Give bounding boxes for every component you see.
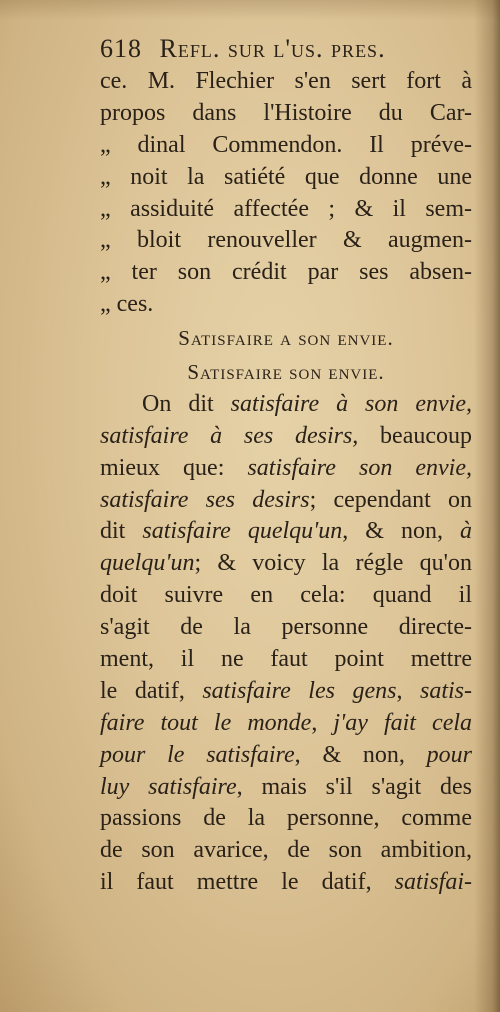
text-run: propos dans l'Histoire du Car-	[100, 99, 472, 126]
section-heading	[100, 357, 472, 389]
line-content	[187, 357, 384, 389]
text-line	[100, 644, 472, 676]
text-run: s'agit de la personne directe-	[100, 614, 472, 641]
line-content	[100, 130, 472, 162]
line-content	[142, 389, 472, 421]
text-line	[100, 772, 472, 804]
text-line	[100, 389, 472, 421]
line-content	[100, 98, 472, 130]
italic-phrase: satisfaire quelqu'un	[142, 518, 343, 545]
page-edge-shadow	[474, 0, 500, 1012]
line-content	[100, 835, 472, 867]
text-line	[100, 485, 472, 517]
text-run: On dit	[142, 390, 231, 417]
line-content	[100, 257, 472, 289]
text-line	[100, 130, 472, 162]
line-content	[100, 803, 472, 835]
italic-phrase: satisfai-	[394, 869, 472, 896]
italic-phrase: luy satisfaire	[100, 773, 237, 800]
text-run: ,	[311, 709, 334, 736]
line-content	[100, 548, 472, 580]
line-content	[100, 485, 472, 517]
text-run: „ bloit renouveller & augmen-	[100, 227, 472, 254]
italic-phrase: quelqu'un	[100, 550, 195, 577]
text-run: ; cependant on	[309, 486, 472, 513]
text-line	[100, 867, 472, 899]
italic-phrase: satisfaire ses desirs	[100, 486, 310, 513]
running-header	[100, 32, 480, 66]
text-line	[100, 612, 472, 644]
text-run: „ ces.	[100, 291, 154, 318]
text-run: beaucoup	[358, 422, 472, 449]
text-run: , mais s'il s'agit des	[236, 773, 472, 800]
text-run: ment, il ne faut point mettre	[100, 646, 472, 673]
line-content	[100, 867, 472, 899]
text-run: „ assiduité affectée ; & il sem-	[100, 195, 472, 222]
text-line	[100, 225, 472, 257]
text-line	[100, 580, 472, 612]
italic-phrase: satisfaire les gens	[202, 677, 397, 704]
text-line	[100, 548, 472, 580]
line-content	[100, 612, 472, 644]
line-content	[100, 676, 472, 708]
text-line	[100, 421, 472, 453]
italic-phrase: j'ay fait cela	[333, 709, 473, 736]
page-top-shadow	[0, 0, 500, 20]
text-run: Satisfaire son envie.	[187, 360, 385, 385]
text-run: , & non,	[294, 741, 427, 768]
italic-phrase: satisfaire à son envie,	[230, 390, 473, 417]
line-content	[100, 644, 472, 676]
line-content	[100, 289, 153, 321]
text-line	[100, 257, 472, 289]
text-run: „ noit la satiété que donne une	[100, 163, 472, 190]
italic-phrase: à	[460, 518, 472, 545]
text-run: ,	[396, 677, 420, 704]
text-line	[100, 162, 472, 194]
italic-phrase: pour	[426, 741, 472, 768]
text-line	[100, 66, 472, 98]
text-line	[100, 803, 472, 835]
line-content	[100, 453, 472, 485]
text-run: doit suivre en cela: quand il	[100, 582, 472, 609]
section-heading	[100, 323, 472, 355]
line-content	[178, 323, 393, 355]
line-content	[100, 162, 472, 194]
text-run: dit	[100, 518, 143, 545]
text-line	[100, 289, 472, 321]
text-run: passions de la personne, comme	[100, 805, 472, 832]
line-content	[100, 580, 472, 612]
page-number: 618	[100, 34, 142, 63]
italic-phrase: satisfaire à ses desirs,	[100, 422, 359, 449]
text-line	[100, 835, 472, 867]
line-content	[100, 740, 472, 772]
body-text	[100, 66, 472, 899]
text-run: , & non,	[342, 518, 460, 545]
italic-phrase: satisfaire son envie,	[247, 454, 473, 481]
line-content	[100, 421, 472, 453]
italic-phrase: pour le satisfaire	[100, 741, 295, 768]
text-run: le datif,	[100, 677, 203, 704]
text-run: ce. M. Flechier s'en sert fort à	[100, 68, 472, 94]
text-run: il faut mettre le datif,	[100, 869, 395, 896]
text-run: de son avarice, de son ambition,	[100, 837, 472, 864]
text-line	[100, 516, 472, 548]
text-run: „ ter son crédit par ses absen-	[100, 259, 472, 286]
text-line	[100, 708, 472, 740]
text-run: Satisfaire a son envie.	[178, 326, 394, 351]
line-content	[100, 516, 472, 548]
italic-phrase: satis-	[419, 677, 472, 704]
line-content	[100, 66, 472, 98]
running-title: Refl. sur l'us. pres.	[159, 34, 386, 63]
text-run: mieux que:	[100, 454, 248, 481]
italic-phrase: faire tout le monde	[100, 709, 312, 736]
text-line	[100, 98, 472, 130]
line-content	[100, 708, 472, 740]
text-line	[100, 194, 472, 226]
line-content	[100, 194, 472, 226]
text-run: ; & voicy la régle qu'on	[194, 550, 472, 577]
text-run: „ dinal Commendon. Il préve-	[100, 131, 472, 158]
text-line	[100, 453, 472, 485]
line-content	[100, 772, 472, 804]
text-line	[100, 676, 472, 708]
text-line	[100, 740, 472, 772]
line-content	[100, 225, 472, 257]
